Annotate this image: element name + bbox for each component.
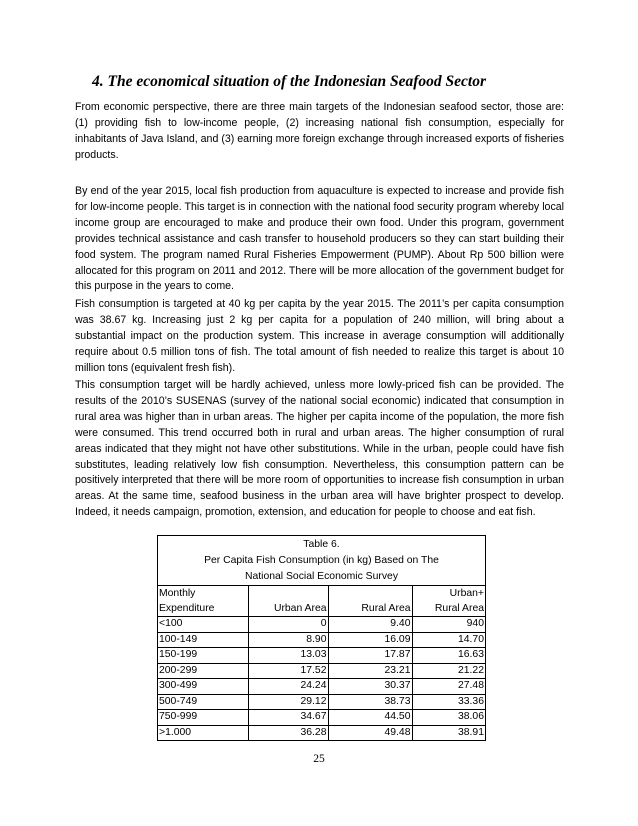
combined-cell: 940 (412, 617, 485, 633)
expenditure-cell: 200-299 (158, 663, 248, 679)
page-number: 25 (313, 753, 325, 765)
expenditure-cell: 150-199 (158, 648, 248, 664)
combined-cell: 14.70 (412, 632, 485, 648)
rural-cell: 38.73 (328, 694, 412, 710)
table-row (158, 632, 485, 648)
table-header-row (158, 586, 485, 617)
paragraph-consumption-target: Fish consumption is targeted at 40 kg per capita by the year 2015. The 2011’s per capita consumption was 38.67 kg. Increasing just 2 kg per capita for a population of 240 million, will bring about a substantial impact on the production system. This increase in average consumption will additionally require about 0.5 million tons of fish. The total amount of fish needed to realize this target is about 10 million tons (equivalent fresh fish). (75, 298, 564, 374)
paragraph-susenas: This consumption target will be hardly achieved, unless more lowly-priced fish can be provided. The results of the 2010’s SUSENAS (survey of the national social economic) indicated that consumption in rural area was higher than in urban areas. The higher per capita income of the population, the more fish were consumed. This trend occurred both in rural and urban areas. The higher consumption of rural areas indicated that they might not have other substitutions. While in the urban, people could have fish substitutes, leading relatively low fish consumption. Nevertheless, this consumption pattern can be positively interpreted that there will be more room of opportunities to increase fish consumption in urban areas. At the same time, seafood business in the urban area will have brighter prospect to develop. Indeed, it needs campaign, promotion, extension, and education for people to choose and eat fish. (75, 379, 564, 519)
rural-cell: 9.40 (328, 617, 412, 633)
header-urban-rural-line2: Rural Area (434, 603, 484, 614)
combined-cell: 38.91 (412, 725, 485, 740)
header-expenditure (158, 586, 248, 617)
expenditure-cell: 500-749 (158, 694, 248, 710)
table-caption-subtitle: National Social Economic Survey (244, 571, 399, 582)
data-table (158, 586, 485, 740)
table-row (158, 648, 485, 664)
expenditure-cell: 750-999 (158, 710, 248, 726)
table-row (158, 617, 485, 633)
table-row (158, 725, 485, 740)
rural-cell: 49.48 (328, 725, 412, 740)
rural-cell: 44.50 (328, 710, 412, 726)
paragraph-aquaculture: By end of the year 2015, local fish production from aquaculture is expected to increase and provide fish for low-income people. This target is in connection with the national food security program whereby local income group are encouraged to make and produce their own food. Under this program, government provides technical assistance and cash transfer to household producers so they can start building their food system. The program named Rural Fisheries Empowerment (PUMP). About Rp 500 billion were allocated for this program on 2011 and 2012. There will be more allocation of the government budget for this purpose in the years to come. (75, 185, 564, 293)
urban-cell: 0 (248, 617, 328, 633)
rural-cell: 30.37 (328, 679, 412, 695)
urban-cell: 36.28 (248, 725, 328, 740)
table-row (158, 663, 485, 679)
urban-cell: 29.12 (248, 694, 328, 710)
combined-cell: 27.48 (412, 679, 485, 695)
expenditure-cell: <100 (158, 617, 248, 633)
table-row (158, 679, 485, 695)
urban-cell: 24.24 (248, 679, 328, 695)
expenditure-cell: 300-499 (158, 679, 248, 695)
table-caption-number: Table 6. (303, 539, 340, 550)
urban-cell: 8.90 (248, 632, 328, 648)
urban-cell: 34.67 (248, 710, 328, 726)
paragraph-targets: From economic perspective, there are three main targets of the Indonesian seafood sector, those are: (1) providing fish to low-income people, (2) increasing national fish consumption, especially for inhabitants of Java Island, and (3) earning more foreign exchange through increased exports of fisheries products. (75, 101, 564, 161)
table-row (158, 710, 485, 726)
rural-cell: 16.09 (328, 632, 412, 648)
table-caption-title: Per Capita Fish Consumption (in kg) Based on The (204, 555, 439, 566)
combined-cell: 21.22 (412, 663, 485, 679)
combined-cell: 33.36 (412, 694, 485, 710)
table-caption (158, 536, 485, 586)
rural-cell: 17.87 (328, 648, 412, 664)
table-body (158, 617, 485, 741)
expenditure-cell: >1.000 (158, 725, 248, 740)
combined-cell: 16.63 (412, 648, 485, 664)
header-expenditure-line2: Expenditure (159, 603, 215, 614)
urban-cell: 17.52 (248, 663, 328, 679)
rural-cell: 23.21 (328, 663, 412, 679)
consumption-table (157, 535, 486, 741)
combined-cell: 38.06 (412, 710, 485, 726)
table-row (158, 694, 485, 710)
header-urban-area: Urban Area (248, 586, 328, 617)
header-urban-rural-line1: Urban+ (449, 588, 484, 599)
expenditure-cell: 100-149 (158, 632, 248, 648)
header-urban-rural (412, 586, 485, 617)
header-expenditure-line1: Monthly (159, 588, 196, 599)
urban-cell: 13.03 (248, 648, 328, 664)
section-heading: 4. The economical situation of the Indonesian Seafood Sector (92, 73, 486, 90)
header-rural-area: Rural Area (328, 586, 412, 617)
